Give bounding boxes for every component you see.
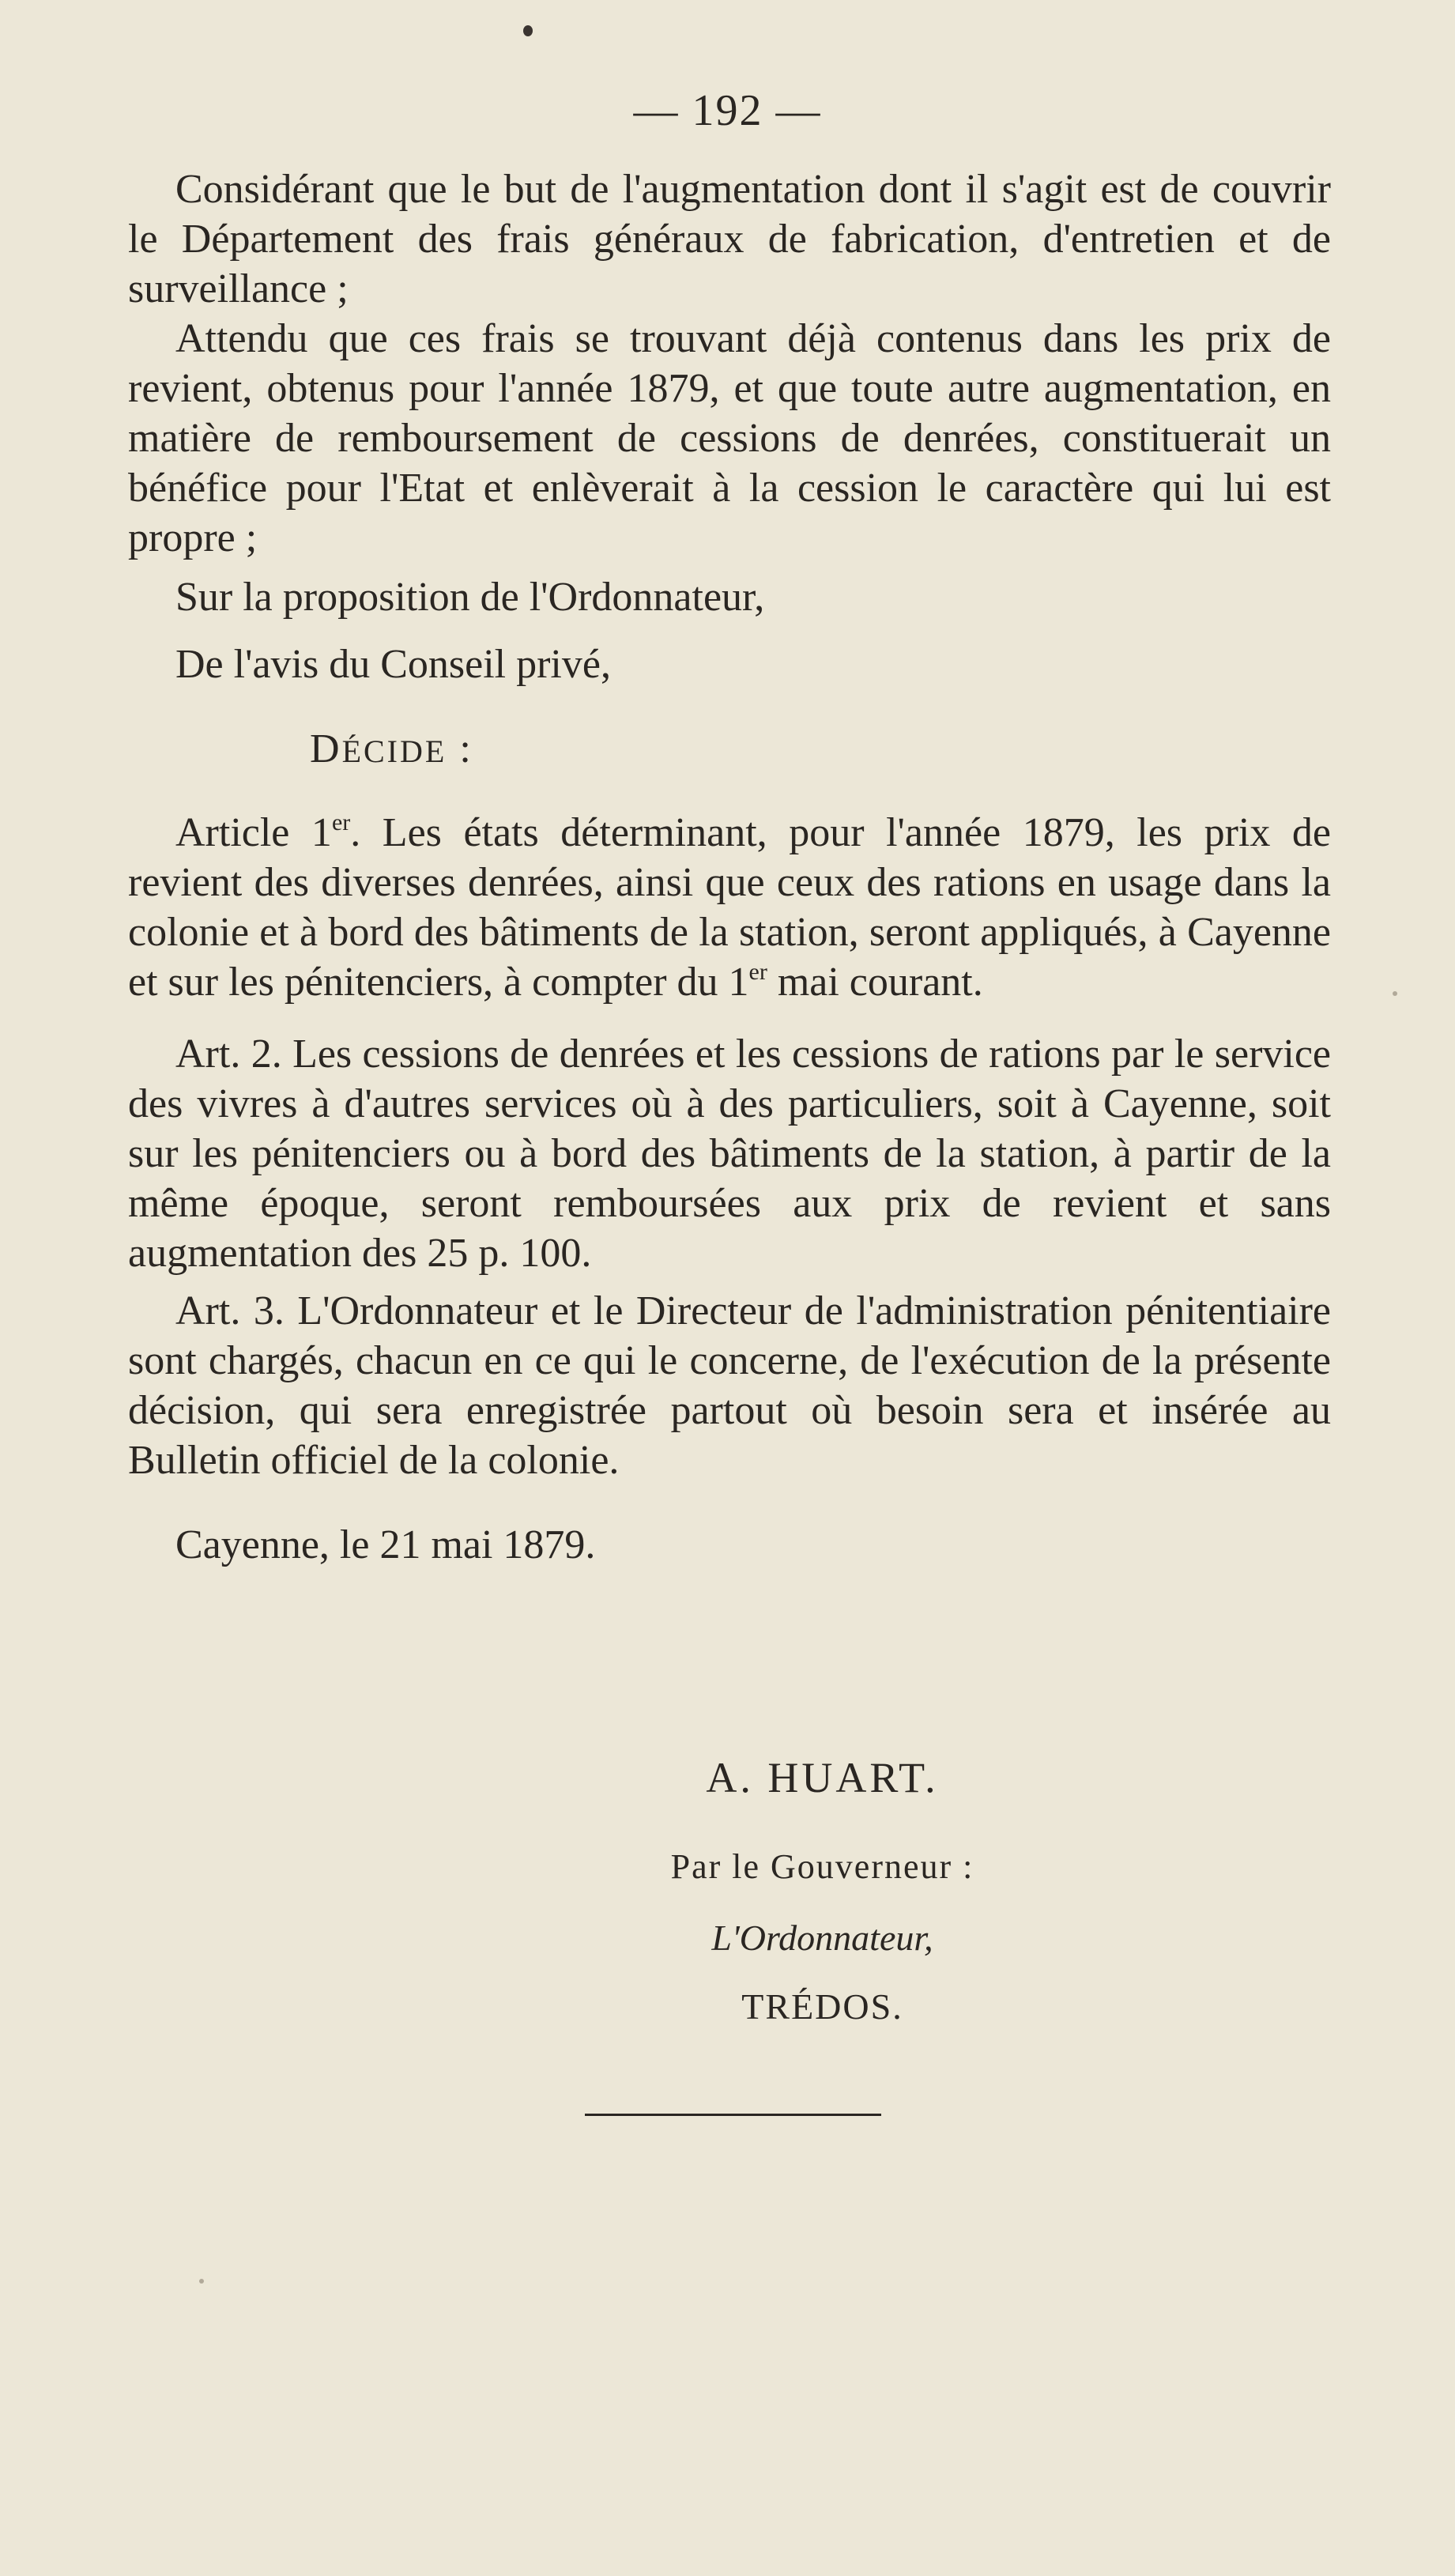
decide-colon: : [447,726,473,771]
article-3: Art. 3. L'Ordonnateur et le Directeur de l'administration pénitentiaire sont chargés, chacun en ce qui le concerne, de l'exécution de la présente décision, qui sera enregistrée partout où besoin sera et insérée au Bulletin officiel de la colonie. [128,1288,1331,1483]
article-2: Art. 2. Les cessions de denrées et les cessions de rations par le service des vivres à d'autres services où à des particuliers, soit à Cayenne, soit sur les pénitenciers ou à bord des bâtiments de la station, à partir de la même époque, seront remboursées aux prix de revient et sans augmentation des 25 p. 100. [128,1032,1331,1276]
article-1-text-b: mai courant. [767,960,983,1005]
paragraph-attendu: Attendu que ces frais se trouvant déjà contenus dans les prix de revient, obtenus pour l'année 1879, et que toute autre augmentation, en matière de remboursement de cessions de denrées, constituerait un bénéfice pour l'Etat et enlèverait à la cession le caractère qui lui est propre ; [128,316,1331,560]
decide-heading [128,724,1331,776]
signature-par-le-gouverneur: Par le Gouverneur : [670,1847,974,1886]
signature-name: A. HUART. [706,1754,939,1801]
body-text [128,164,1331,1570]
closing-rule [585,2114,881,2116]
date-line: Cayenne, le 21 mai 1879. [175,1522,596,1567]
paragraph-avis: De l'avis du Conseil privé, [175,642,611,687]
decide-initial: D [310,726,342,771]
signature-tredos: TRÉDOS. [741,1986,903,2027]
article-1-text-a: . Les états déterminant, pour l'année 1879, les prix de revient des diverses denrées, ainsi que ceux des rations en usage dans la colonie et à bord des bâtiments de la station, seront appliqués, à Cayenne et sur les pénitenciers, à compter du 1 [128,810,1331,1005]
paper-speck [1393,991,1397,996]
article-1 [128,808,1331,1007]
signature-ordonnateur: L'Ordonnateur, [711,1918,933,1958]
decide-rest: ÉCIDE [341,734,447,769]
article-1-sup2: er [748,959,767,985]
ink-dot [523,25,533,36]
paragraph-considerant: Considérant que le but de l'augmentation dont il s'agit est de couvrir le Département des frais généraux de fabrication, d'entretien et de surveillance ; [128,167,1331,311]
paragraph-proposition: Sur la proposition de l'Ordonnateur, [175,575,765,620]
article-1-label: Article 1 [175,810,332,855]
article-1-sup: er [331,809,351,835]
paper-speck [199,2279,204,2284]
page-number: — 192 — [633,86,822,135]
